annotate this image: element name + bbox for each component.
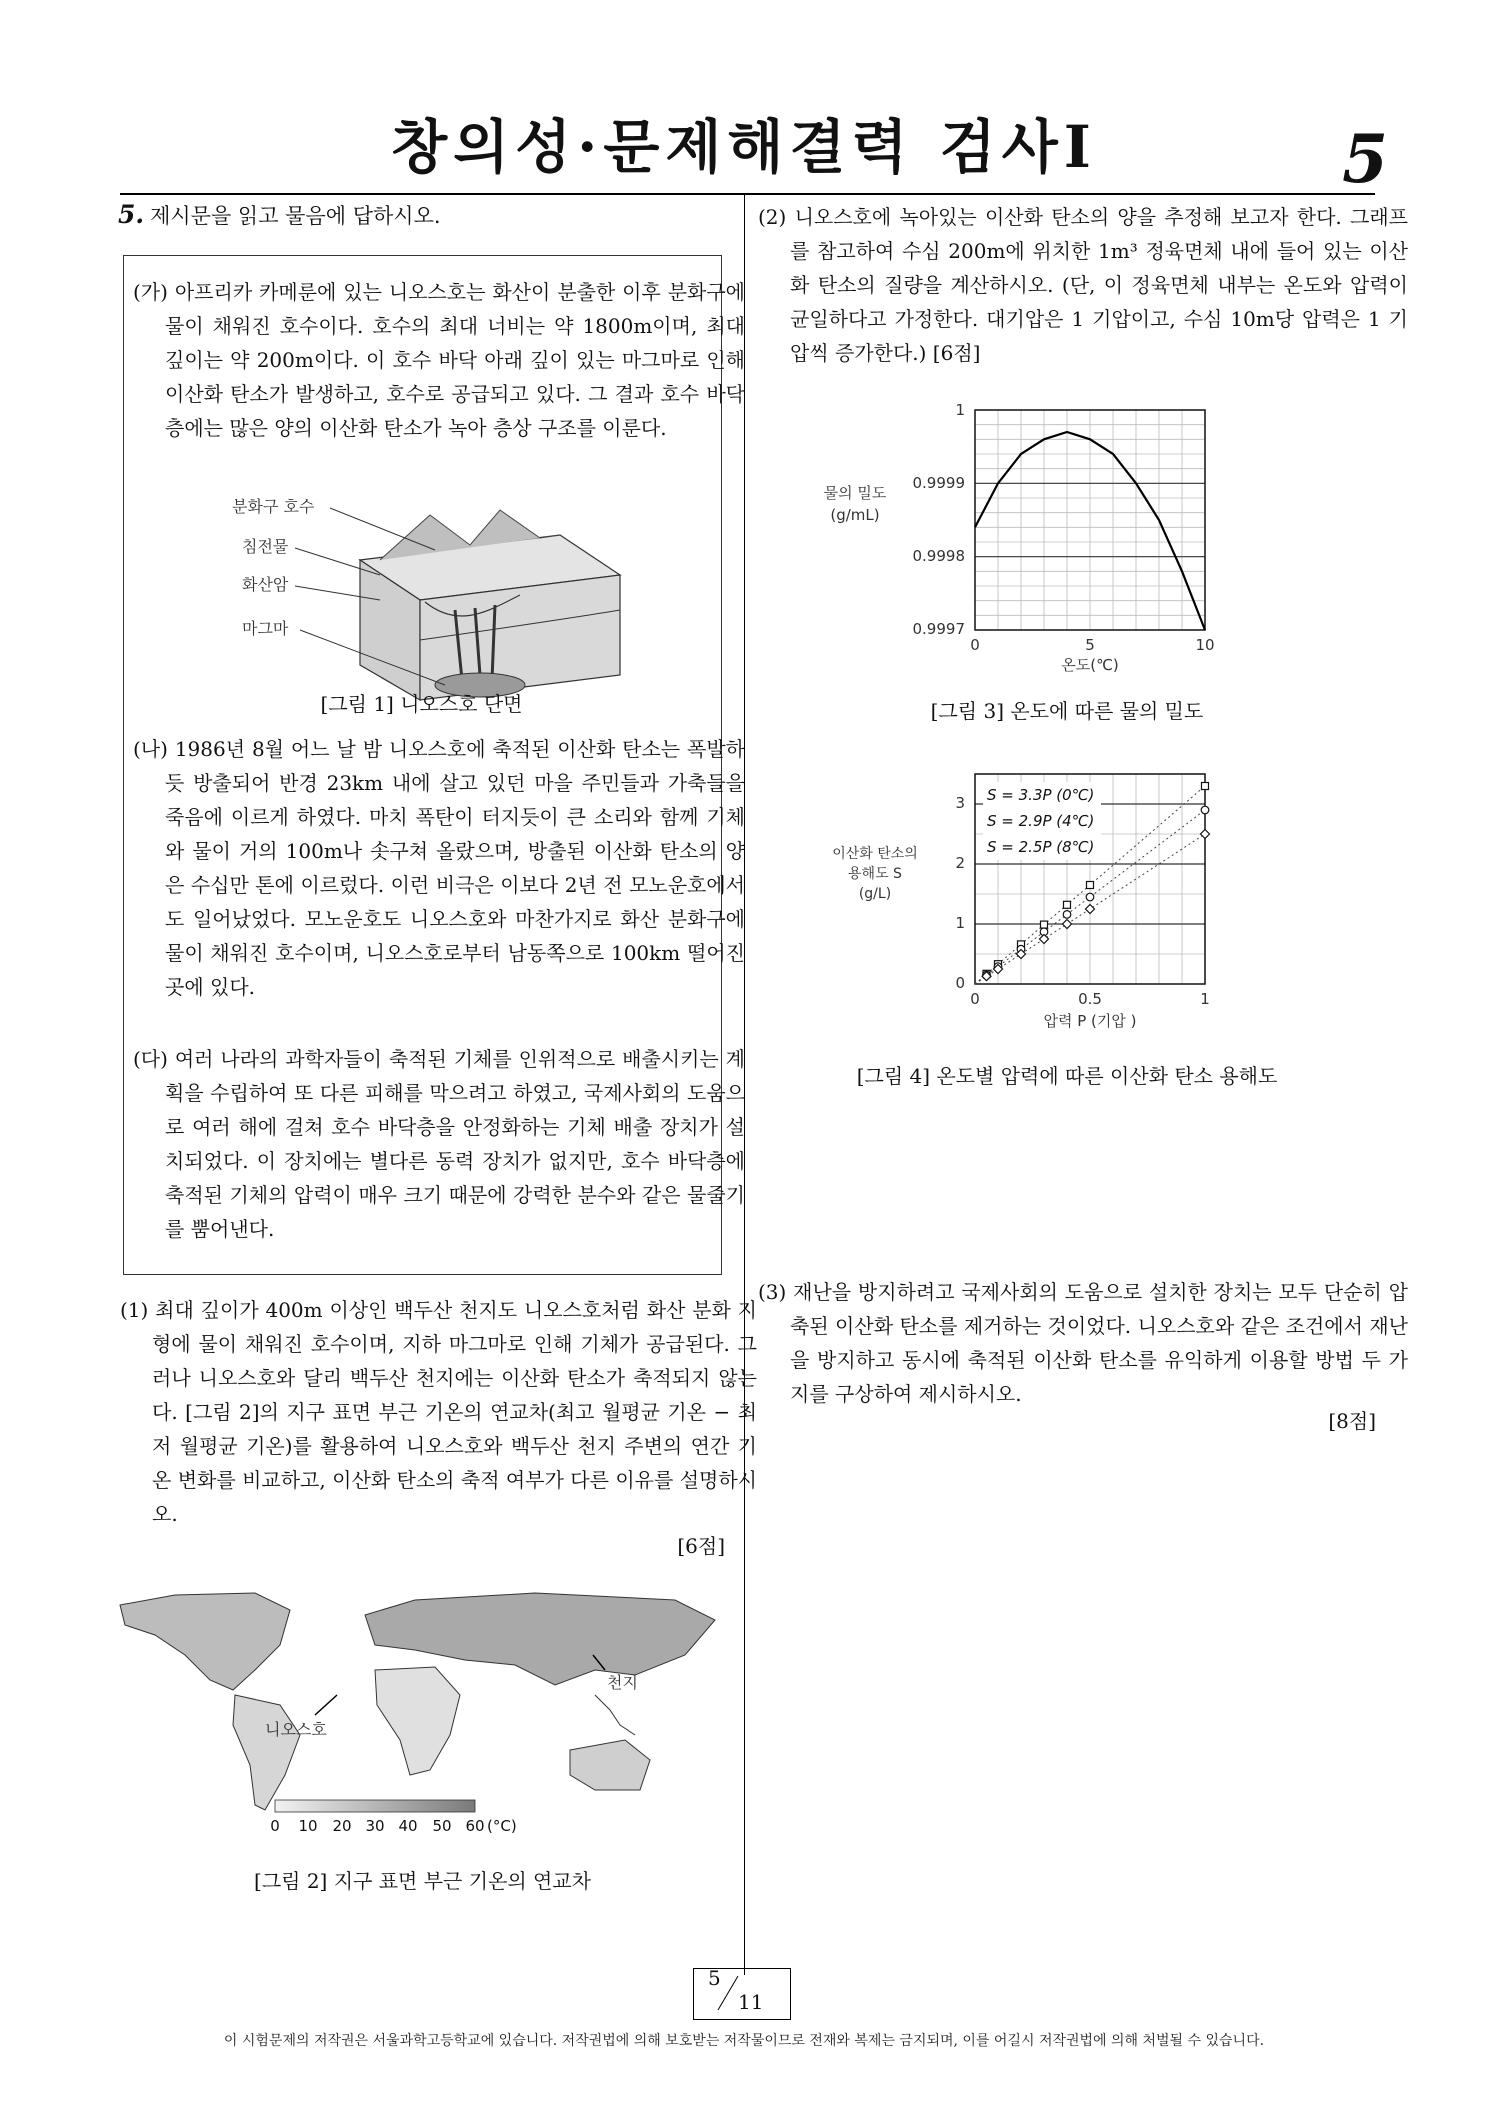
fig4-y-tick: 0 [955, 974, 965, 992]
passage-ga: (가) 아프리카 카메룬에 있는 니오스호는 화산이 분출한 이후 분화구에 물이 채워진 호수이다. 호수의 최대 너비는 약 1800m이며, 최대 깊이는 약 200m이다. 이 호수 바닥 아래 깊이 있는 마그마로 인해 이산화 탄소가 발생하고, 호수로 공급되고 있다. 그 결과 호수 바닥층에는 많은 양의 이산화 탄소가 녹아 층상 구조를 이룬다. [133, 280, 745, 440]
fig4-x-tick: 0 [970, 990, 980, 1008]
fig4-y-tick: 3 [955, 794, 965, 812]
fig4-point-8c [1040, 935, 1049, 944]
subquestion-2: (2) 니오스호에 녹아있는 이산화 탄소의 양을 추정해 보고자 한다. 그래프를 참고하여 수심 200m에 위치한 1m³ 정육면체 내에 들어 있는 이산화 탄소의 질량을 계산하시오. (단, 이 정육면체 내부는 온도와 압력이 균일하다고 가정한다. 대기압은 1 기압이고, 수심 10m당 압력은 1 기압씩 증가한다.) [6점] [758, 205, 1408, 365]
fig2-scale-unit: (°C) [487, 1817, 517, 1835]
fig4-point-0c [1041, 921, 1048, 928]
fig2-label-cheonji: 천지 [607, 1673, 638, 1692]
passage-na: (나) 1986년 8월 어느 날 밤 니오스호에 축적된 이산화 탄소는 폭발하듯 방출되어 반경 23km 내에 살고 있던 마을 주민들과 가축들을 죽음에 이르게 하였다. 마치 폭탄이 터지듯이 큰 소리와 함께 기체와 물이 거의 100m나 솟구쳐 올랐으며, 방출된 이산화 탄소의 양은 수십만 톤에 이르렀다. 이런 비극은 이보다 2년 전 모노운호에서도 일어났었다. 모노운호도 니오스호와 마찬가지로 화산 분화구에 물이 채워진 호수이며, 니오스호로부터 남동쪽으로 100km 떨어진 곳에 있다. [133, 737, 745, 999]
fig4-y-label: 이산화 탄소의 [832, 846, 918, 862]
north-america-shape [120, 1593, 290, 1690]
fig1-label-volcanic-rock: 화산암 [242, 575, 289, 594]
fig4-y-tick: 2 [955, 854, 965, 872]
fig4-point-4c [1086, 893, 1094, 901]
fig4-point-0c [1064, 901, 1071, 908]
fig4-x-tick: 0.5 [1078, 990, 1102, 1008]
australia-shape [570, 1740, 650, 1790]
question-instruction: 제시문을 읽고 물음에 답하시오. [150, 204, 441, 228]
subquestion-3-score: [8점] [1328, 1409, 1376, 1433]
fig2-scale-tick: 40 [398, 1817, 418, 1835]
fig2-scale-tick: 50 [432, 1817, 452, 1835]
fig4-legend-0c: S = 3.3P (0℃) [987, 786, 1095, 804]
fig2-scale-tick: 10 [298, 1817, 318, 1835]
subquestion-1: (1) 최대 깊이가 400m 이상인 백두산 천지도 니오스호처럼 화산 분화 지형에 물이 채워진 호수이며, 지하 마그마로 인해 기체가 공급된다. 그러나 니오스호와 달리 백두산 천지에는 이산화 탄소가 축적되지 않는다. [그림 2]의 지구 표면 부근 기온의 연교차(최고 월평균 기온 − 최저 월평균 기온)를 활용하여 니오스호와 백두산 천지 주변의 연간 기온 변화를 비교하고, 이산화 탄소의 축적 여부가 다른 이유를 설명하시오. [120, 1298, 757, 1526]
fig4-y-label-symbol: 용해도 S [848, 866, 902, 882]
fig4-legend-8c: S = 2.5P (8℃) [987, 838, 1095, 856]
figure2-world-map [115, 1575, 725, 1855]
fig4-point-8c [1086, 905, 1095, 914]
fig4-point-8c [1063, 920, 1072, 929]
fig1-label-sediment: 침전물 [242, 537, 289, 556]
fig3-y-tick: 0.9998 [912, 547, 965, 565]
subquestion-1-score: [6점] [677, 1534, 725, 1558]
fig1-label-crater-lake: 분화구 호수 [232, 497, 315, 516]
page-title: 창의성·문제해결력 검사Ⅰ [391, 113, 1097, 181]
fig1-label-magma: 마그마 [242, 619, 289, 638]
figure1-crater-diagram [230, 490, 630, 705]
figure4-solubility-chart [795, 762, 1235, 1042]
fig4-point-8c [1201, 830, 1210, 839]
fig3-x-tick: 0 [970, 636, 980, 654]
fig4-point-0c [1087, 882, 1094, 889]
fig3-x-tick: 10 [1195, 636, 1215, 654]
fig2-scale-tick: 20 [332, 1817, 352, 1835]
question-intro [118, 200, 441, 230]
figure4-caption: [그림 4] 온도별 압력에 따른 이산화 탄소 용해도 [856, 1064, 1278, 1088]
fig2-scale-tick: 30 [365, 1817, 385, 1835]
figure1-caption: [그림 1] 니오스호 단면 [320, 692, 523, 716]
fig4-y-unit: (g/L) [858, 886, 892, 902]
fig4-y-tick: 1 [955, 914, 965, 932]
fig3-y-label: 물의 밀도 [823, 484, 887, 502]
fig4-legend-4c: S = 2.9P (4℃) [987, 812, 1095, 830]
fig3-x-label: 온도(℃) [1061, 656, 1119, 674]
fig3-x-tick: 5 [1085, 636, 1095, 654]
page-number: 5 [1342, 120, 1388, 198]
fig4-x-tick: 1 [1200, 990, 1210, 1008]
header-divider [120, 193, 1375, 195]
fig4-x-label: 압력 P (기압 ) [1043, 1012, 1137, 1030]
fig4-point-4c [1063, 911, 1071, 919]
africa-shape [375, 1667, 460, 1775]
figure3-density-chart [795, 398, 1235, 678]
figure3-caption: [그림 3] 온도에 따른 물의 밀도 [930, 699, 1204, 723]
south-america-shape [233, 1695, 300, 1810]
fig2-scale-tick: 0 [270, 1817, 280, 1835]
fig3-y-tick: 0.9999 [912, 474, 965, 492]
copyright-notice: 이 시험문제의 저작권은 서울과학고등학교에 있습니다. 저작권법에 의해 보호받는 저작물이므로 전재와 복제는 금지되며, 이를 어길시 저작권법에 의해 처벌될 수 있습니다. [223, 2033, 1265, 2049]
fig3-y-tick: 1 [955, 401, 965, 419]
fig2-label-nyos: 니오스호 [265, 1720, 327, 1739]
fig2-color-scale [275, 1800, 475, 1812]
fig3-y-tick: 0.9997 [912, 620, 965, 638]
figure2-caption: [그림 2] 지구 표면 부근 기온의 연교차 [254, 1869, 591, 1893]
question-number: 5. [118, 200, 145, 229]
page-counter-total: 11 [738, 1990, 764, 2014]
fig4-point-0c [1202, 783, 1209, 790]
fig3-y-unit: (g/mL) [830, 506, 880, 524]
passage-da: (다) 여러 나라의 과학자들이 축적된 기체를 인위적으로 배출시키는 계획을 수립하여 또 다른 피해를 막으려고 하였고, 국제사회의 도움으로 여러 해에 걸쳐 호수 바닥층을 안정화하는 기체 배출 장치가 설치되었다. 이 장치에는 별다른 동력 장치가 없지만, 호수 바닥층에 축적된 기체의 압력이 매우 크기 때문에 강력한 분수와 같은 물줄기를 뿜어낸다. [133, 1047, 745, 1241]
page-counter-current: 5 [708, 1966, 721, 1990]
subquestion-3: (3) 재난을 방지하려고 국제사회의 도움으로 설치한 장치는 모두 단순히 압축된 이산화 탄소를 제거하는 것이었다. 니오스호와 같은 조건에서 재난을 방지하고 동시에 축적된 이산화 탄소를 유익하게 이용할 방법 두 가지를 구상하여 제시하시오. [758, 1280, 1408, 1406]
fig2-scale-tick: 60 [465, 1817, 485, 1835]
fig4-point-4c [1201, 806, 1209, 814]
